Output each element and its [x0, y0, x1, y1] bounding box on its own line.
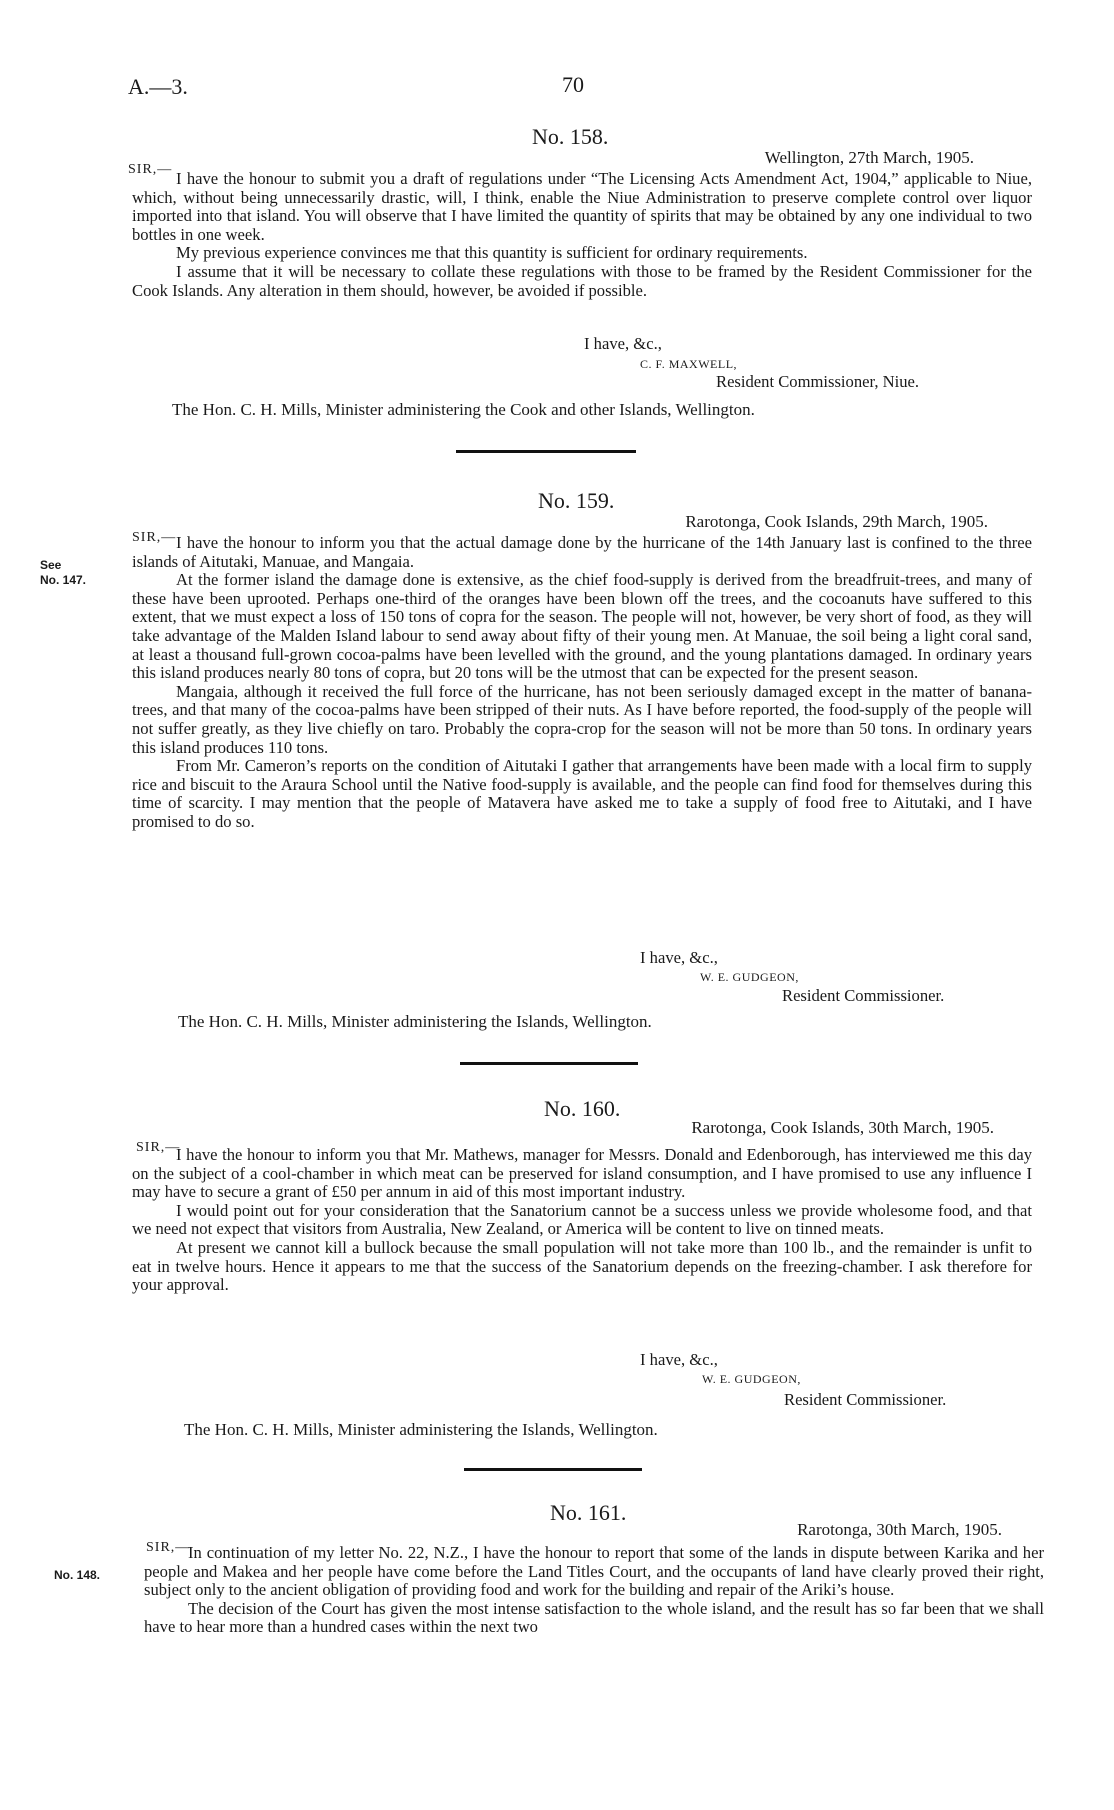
page-number: 70	[562, 72, 584, 97]
signatory-title: Resident Commissioner, Niue.	[716, 372, 920, 391]
letter-place-date: Rarotonga, Cook Islands, 30th March, 1905.	[691, 1118, 994, 1137]
paragraph: Mangaia, although it received the full force of the hurricane, has not been seriously damaged except in the matter of banana-trees, and that many of the cocoa-palms have been stripped of their nuts. As I have before reported, the food-supply of the people will not suffer greatly, as they live chiefly on taro. Probably the copra-crop for the season will not be more than 50 tons. In ordinary years this island produces 110 tons.	[132, 681, 1032, 757]
margin-note	[40, 558, 86, 588]
section-divider	[460, 1062, 638, 1065]
paragraph: In continuation of my letter No. 22, N.Z., I have the honour to report that some of the lands in dispute between Karika and her people and Makea and her people have come before the Land Titles Court, and the occupants of land have clearly proved their right, subject only to the ancient obligation of providing food and work for the building and repair of the Ariki’s house.	[144, 1543, 1044, 1600]
section-divider	[464, 1468, 642, 1471]
addressee: The Hon. C. H. Mills, Minister administering the Islands, Wellington.	[178, 1012, 652, 1031]
closing: I have, &c.,	[640, 1350, 718, 1369]
addressee: The Hon. C. H. Mills, Minister administering the Islands, Wellington.	[184, 1420, 658, 1439]
salutation: SIR,—	[132, 530, 177, 545]
paragraph: At present we cannot kill a bullock because the small population will not take more than 100 lb., and the remainder is unfit to eat in twelve hours. Hence it appears to me that the success of the Sanatorium depends on the freezing-chamber. I ask therefore for your approval.	[132, 1237, 1032, 1295]
margin-note-line: No. 148.	[54, 1568, 101, 1582]
margin-note-line: See	[40, 558, 62, 572]
letter-body	[144, 1544, 1044, 1637]
signature: W. E. GUDGEON,	[700, 970, 799, 984]
closing: I have, &c.,	[584, 334, 662, 353]
signature: C. F. MAXWELL,	[640, 357, 738, 371]
paragraph: I have the honour to inform you that Mr. Mathews, manager for Messrs. Donald and Edenborough, has interviewed me this day on the subject of a cool-chamber in which meat can be preserved for island consumption, and I have promised to use any influence I may have to secure a grant of £50 per annum in aid of this most important industry.	[132, 1145, 1032, 1202]
paragraph: I would point out for your consideration that the Sanatorium cannot be a success unless we provide wholesome food, and that we need not expect that visitors from Australia, New Zealand, or America will be content to live on tinned meats.	[132, 1200, 1032, 1239]
signatory-title: Resident Commissioner.	[782, 986, 945, 1005]
paragraph: At the former island the damage done is extensive, as the chief food-supply is derived from the breadfruit-trees, and many of these have been uprooted. Perhaps one-third of the oranges have been blown off the trees, and the cocoanuts have suffered to this extent, that we must expect a loss of 150 tons of copra for the season. The people will not, however, be very short of food, as they will take advantage of the Malden Island labour to send away about fifty of their young men. At Manuae, the soil being a light coral sand, at least a thousand full-grown cocoa-palms have been levelled with the ground, and the young plantations damaged. In ordinary years this island produces nearly 80 tons of copra, but 20 tons will be the utmost that can be expected for the present season.	[132, 570, 1032, 683]
signature: W. E. GUDGEON,	[702, 1372, 801, 1386]
paragraph: I assume that it will be necessary to collate these regulations with those to be framed by the Resident Commissioner for the Cook Islands. Any alteration in them should, however, be avoided if possible.	[132, 261, 1032, 300]
paragraph: The decision of the Court has given the most intense satisfaction to the whole island, and the result has so far been that we shall have to hear more than a hundred cases within the next two	[144, 1598, 1044, 1637]
signatory-title: Resident Commissioner.	[784, 1390, 947, 1409]
margin-note	[54, 1568, 100, 1583]
letter-body	[132, 170, 1032, 300]
addressee: The Hon. C. H. Mills, Minister administering the Cook and other Islands, Wellington.	[172, 400, 755, 419]
letter-number: No. 159.	[538, 488, 615, 513]
paragraph: My previous experience convinces me that this quantity is sufficient for ordinary requirements.	[176, 243, 808, 263]
closing: I have, &c.,	[640, 948, 718, 967]
paper-reference: A.—3.	[128, 74, 188, 99]
salutation: SIR,—	[136, 1140, 181, 1155]
paragraph: I have the honour to submit you a draft of regulations under “The Licensing Acts Amendment Act, 1904,” applicable to Niue, which, without being unnecessarily drastic, will, I think, enable the Niue Administration to preserve complete control over liquor imported into that island. You will observe that I have limited the quantity of spirits that may be obtained by any one individual to two bottles in one week.	[132, 169, 1032, 244]
letter-place-date: Rarotonga, 30th March, 1905.	[797, 1520, 1002, 1539]
letter-number: No. 161.	[550, 1500, 627, 1525]
letter-body	[132, 1146, 1032, 1295]
letter-body	[132, 534, 1032, 832]
letter-number: No. 160.	[544, 1096, 621, 1121]
letter-number: No. 158.	[532, 124, 609, 149]
salutation: SIR,—	[146, 1540, 191, 1555]
paragraph: From Mr. Cameron’s reports on the condition of Aitutaki I gather that arrangements have been made with a local firm to supply rice and biscuit to the Araura School until the Native food-supply is available, and the people can find food for themselves during this time of scarcity. I may mention that the people of Matavera have asked me to take a supply of food free to Aitutaki, and I have promised to do so.	[132, 756, 1032, 831]
section-divider	[456, 450, 636, 453]
salutation: SIR,—	[128, 162, 173, 177]
letter-place-date: Rarotonga, Cook Islands, 29th March, 1905.	[685, 512, 988, 531]
letter-place-date: Wellington, 27th March, 1905.	[764, 148, 974, 167]
margin-note-line: No. 147.	[40, 573, 87, 587]
paragraph: I have the honour to inform you that the actual damage done by the hurricane of the 14th January last is confined to the three islands of Aitutaki, Manuae, and Mangaia.	[132, 533, 1032, 571]
